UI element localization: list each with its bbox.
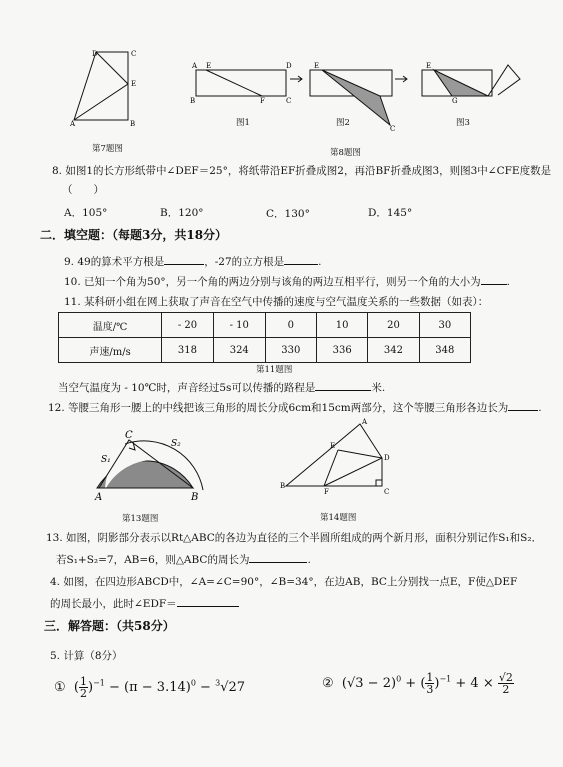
table-row xyxy=(59,313,471,338)
q13-line2-end: . xyxy=(307,554,311,566)
sound-speed-table xyxy=(58,312,471,363)
svg-text:B: B xyxy=(280,482,286,490)
svg-text:F: F xyxy=(324,488,329,496)
fig11-caption: 第11题图 xyxy=(256,365,293,375)
table-cell: 30 xyxy=(419,313,470,338)
q10-text: 10. 已知一个角为50°，另一个角的两边分别与该角的两边互相平行，则另一个角的大小为 xyxy=(64,276,481,288)
q8-option-c: C．130° xyxy=(266,208,310,220)
q15-p2-label: ② xyxy=(322,676,334,691)
svg-text:A: A xyxy=(362,418,368,426)
q14-line2 xyxy=(50,596,239,611)
q14-line2-text: 的周长最小，此时∠EDF＝ xyxy=(50,598,177,610)
svg-text:A: A xyxy=(95,492,103,503)
figure-13 xyxy=(95,420,225,510)
svg-text:C: C xyxy=(125,430,133,441)
q15-p1-label: ① xyxy=(54,680,66,695)
table-cell: 温度/℃ xyxy=(59,313,162,338)
table-cell: 10 xyxy=(316,313,367,338)
figure-14 xyxy=(280,418,400,508)
q9 xyxy=(64,254,321,269)
svg-text:B: B xyxy=(130,120,136,128)
q14-line1: 4. 如图，在四边形ABCD中，∠A=∠C=90°，∠B=34°，在边AB，BC上分别找一点E，F使△DEF xyxy=(50,576,518,588)
q8-option-a: A．105° xyxy=(64,207,108,219)
q8-option-d: D．145° xyxy=(368,207,413,219)
table-cell: 318 xyxy=(162,338,214,363)
svg-text:G: G xyxy=(452,97,458,105)
q10 xyxy=(64,274,510,289)
figure-8 xyxy=(190,55,530,145)
q13-line2 xyxy=(56,552,311,567)
section-3-title: 三．解答题：（共58分） xyxy=(44,619,175,633)
svg-text:D: D xyxy=(384,454,390,462)
table-cell: 342 xyxy=(368,338,419,363)
svg-text:C: C xyxy=(384,488,390,496)
table-cell: 348 xyxy=(419,338,470,363)
q11b xyxy=(58,380,385,395)
svg-text:C: C xyxy=(286,97,292,105)
svg-text:S₁: S₁ xyxy=(101,455,111,465)
q15-title: 5. 计算（8分） xyxy=(50,650,123,662)
svg-text:C: C xyxy=(390,125,396,133)
q9-pre: 9. 49的算术平方根是 xyxy=(64,256,165,268)
fig13-caption: 第13题图 xyxy=(122,514,159,524)
table-cell: 20 xyxy=(368,313,419,338)
q9-mid: ，-27的立方根是 xyxy=(204,256,285,268)
section-2-title: 二．填空题：（每题3分，共18分） xyxy=(40,228,228,242)
table-cell: 0 xyxy=(265,313,316,338)
q12-text: 12. 等腰三角形一腰上的中线把该三角形的周长分成6cm和15cm两部分，这个等腰三角形各边长为 xyxy=(48,402,509,414)
svg-text:E: E xyxy=(131,80,137,88)
table-cell: 330 xyxy=(265,338,316,363)
q8-option-b: B．120° xyxy=(160,207,204,219)
q8-text: 8. 如图1的长方形纸带中∠DEF＝25°，将纸带沿EF折叠成图2，再沿BF折叠成图3，则图3中∠CFE度数是 xyxy=(52,165,552,177)
fig8-sub-3: 图3 xyxy=(456,118,470,128)
fig7-caption: 第7题图 xyxy=(92,144,123,154)
table-cell: 声速/m/s xyxy=(59,338,162,363)
svg-text:E: E xyxy=(314,62,320,70)
figure-7 xyxy=(70,48,150,128)
fig14-caption: 第14题图 xyxy=(320,513,357,523)
svg-text:S₂: S₂ xyxy=(171,439,181,449)
table-cell: - 10 xyxy=(213,313,265,338)
fig8-caption: 第8题图 xyxy=(330,148,361,158)
svg-text:A: A xyxy=(192,62,198,70)
q15-expression-2: ② $(√3 - 2)^0$ + ( $\frac{1}{3}$ )$^{-1}$ + 4 × $\frac{√2}{2}$ xyxy=(322,671,513,696)
fig8-sub-1: 图1 xyxy=(236,118,250,128)
svg-text:D: D xyxy=(92,50,98,58)
q15-expression-1: ① ( $\frac{1}{2}$ )$^{-1} - (\pi - 3.14)^0 - ^3√27$ xyxy=(54,675,246,700)
q13-line2-pre: 若S₁+S₂=7，AB=6，则△ABC的周长为 xyxy=(56,554,250,566)
table-cell: 324 xyxy=(213,338,265,363)
q10-end: . xyxy=(506,276,510,288)
svg-text:B: B xyxy=(191,492,199,503)
fig8-sub-2: 图2 xyxy=(336,118,350,128)
svg-text:A: A xyxy=(70,120,76,128)
table-cell: - 20 xyxy=(162,313,214,338)
svg-text:E: E xyxy=(330,442,336,450)
svg-text:C: C xyxy=(131,50,137,58)
q12-end: . xyxy=(538,402,542,414)
svg-text:B: B xyxy=(190,97,196,105)
svg-text:E: E xyxy=(426,62,432,70)
q11b-end: 米. xyxy=(371,382,386,394)
q11b-pre: 当空气温度为 - 10℃时，声音经过5s可以传播的路程是 xyxy=(58,382,316,394)
q9-end: . xyxy=(318,256,322,268)
svg-text:F: F xyxy=(260,97,265,105)
svg-text:D: D xyxy=(286,62,292,70)
q12 xyxy=(48,400,542,415)
svg-text:E: E xyxy=(206,62,212,70)
q13-line1: 13. 如图，阴影部分表示以Rt△ABC的各边为直径的三个半圆所组成的两个新月形，面积分别记作S₁和S₂． xyxy=(46,532,543,544)
table-cell: 336 xyxy=(316,338,367,363)
q11-text: 11. 某科研小组在网上获取了声音在空气中传播的速度与空气温度关系的一些数据（如表）： xyxy=(64,296,489,308)
q8-paren: （ ） xyxy=(62,184,104,196)
table-row xyxy=(59,338,471,363)
